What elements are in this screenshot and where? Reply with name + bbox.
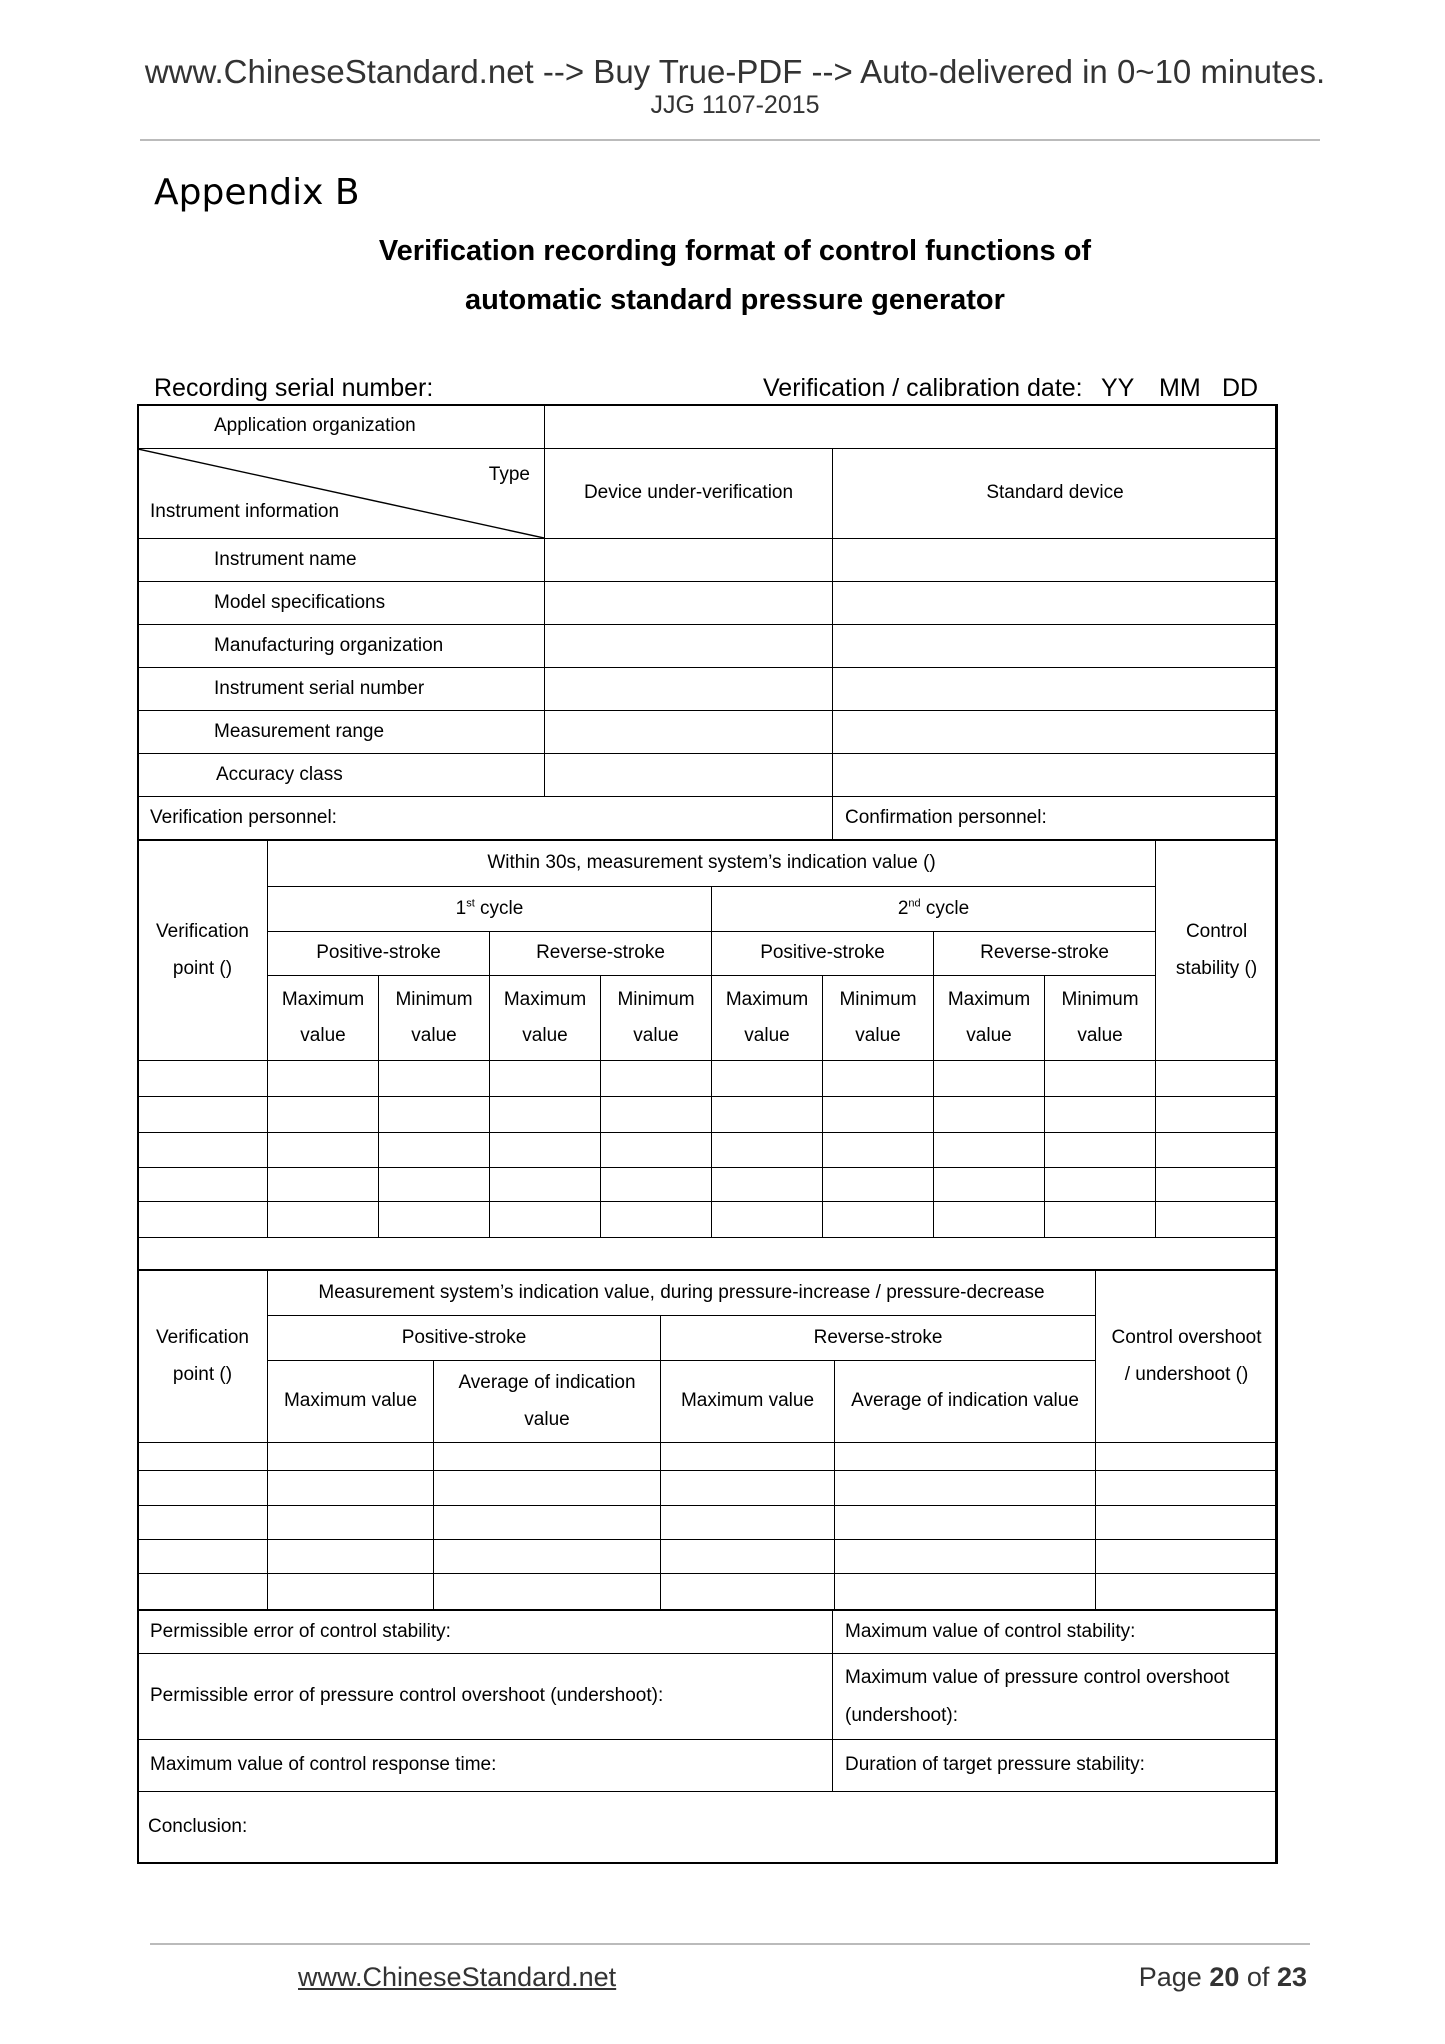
value-word: value <box>966 1025 1012 1046</box>
verification-date-label: Verification / calibration date: <box>763 374 1083 402</box>
permissible-overshoot-error: Permissible error of pressure control overshoot (undershoot): <box>138 1654 833 1740</box>
value-word: value <box>522 1025 568 1046</box>
maximum-value-header <box>268 976 379 1061</box>
date-mm: MM <box>1159 374 1201 402</box>
current-page: 20 <box>1209 1962 1240 1992</box>
cs-line1: Control <box>1185 921 1248 943</box>
min-word: Minimum <box>1061 988 1139 1010</box>
value-word: value <box>1077 1025 1123 1046</box>
max-overshoot-line2: (undershoot): <box>845 1704 959 1726</box>
type-header-cell <box>138 449 545 539</box>
table-row <box>138 1097 1278 1133</box>
std-cell[interactable] <box>833 754 1278 797</box>
maximum-value-header <box>934 976 1045 1061</box>
instrument-info-label: Instrument information <box>150 500 340 522</box>
verification-personnel: Verification personnel: <box>138 797 833 840</box>
table-row <box>138 1443 1278 1471</box>
control-stability-table <box>137 840 1278 1270</box>
confirmation-personnel: Confirmation personnel: <box>833 797 1278 840</box>
std-cell[interactable] <box>833 625 1278 668</box>
average-indication-header: Average of indication value <box>835 1361 1096 1443</box>
info-row-label: Instrument serial number <box>138 668 545 711</box>
table-row <box>138 1168 1278 1202</box>
standard-device-header: Standard device <box>833 449 1278 539</box>
first-cycle-header <box>268 887 712 932</box>
dut-cell[interactable] <box>545 754 833 797</box>
std-cell[interactable] <box>833 539 1278 582</box>
co-line1: Control overshoot <box>1111 1327 1262 1349</box>
table-row <box>138 1506 1278 1540</box>
dut-cell[interactable] <box>545 539 833 582</box>
table-row <box>138 1133 1278 1168</box>
value-word: value <box>855 1025 901 1046</box>
std-cell[interactable] <box>833 668 1278 711</box>
overshoot-header: Measurement system’s indication value, during pressure-increase / pressure-decrease <box>268 1271 1096 1316</box>
cs-line2: stability () <box>1175 957 1258 979</box>
summary-table <box>137 1610 1278 1864</box>
vp-line2: point () <box>172 957 233 979</box>
control-overshoot-header <box>1096 1271 1278 1443</box>
target-pressure-duration: Duration of target pressure stability: <box>833 1740 1278 1792</box>
max-word: Maximum <box>947 988 1031 1010</box>
average-indication-header <box>434 1361 661 1443</box>
minimum-value-header <box>1045 976 1156 1061</box>
page-title-line2: automatic standard pressure generator <box>465 284 1005 316</box>
application-org-label: Application organization <box>138 405 545 449</box>
page-title-line1: Verification recording format of control functions of <box>378 235 1092 267</box>
info-row-label: Measurement range <box>138 711 545 754</box>
cycle-suffix: st <box>466 897 475 910</box>
application-org-value[interactable] <box>545 405 1278 449</box>
dut-cell[interactable] <box>545 625 833 668</box>
max-response-time: Maximum value of control response time: <box>138 1740 833 1792</box>
positive-stroke-header: Positive-stroke <box>712 932 934 976</box>
cycle-number: 2 <box>897 897 909 919</box>
max-control-stability: Maximum value of control stability: <box>833 1611 1278 1654</box>
table-row <box>138 1540 1278 1574</box>
verification-point-header <box>138 841 268 1061</box>
table-row <box>138 1574 1278 1610</box>
maximum-value-header <box>712 976 823 1061</box>
table-row <box>138 1471 1278 1506</box>
footer-divider <box>150 1943 1310 1945</box>
table-row <box>138 1061 1278 1097</box>
value-word: value <box>411 1025 457 1046</box>
cycle-word: cycle <box>920 897 970 919</box>
minimum-value-header <box>601 976 712 1061</box>
standard-number: JJG 1107-2015 <box>650 91 820 119</box>
info-row-label: Accuracy class <box>138 754 545 797</box>
max-word: Maximum <box>725 988 809 1010</box>
spacer-row <box>138 1238 1278 1270</box>
type-label: Type <box>488 464 530 485</box>
reverse-stroke-header: Reverse-stroke <box>661 1316 1096 1361</box>
avg-line1: Average of indication <box>458 1372 636 1394</box>
table-row <box>138 1202 1278 1238</box>
dut-cell[interactable] <box>545 711 833 754</box>
min-word: Minimum <box>395 988 473 1010</box>
value-word: value <box>744 1025 790 1046</box>
cycle-suffix: nd <box>908 897 921 910</box>
control-stability-header <box>1156 841 1278 1061</box>
max-word: Maximum <box>503 988 587 1010</box>
dut-cell[interactable] <box>545 668 833 711</box>
vp-line1: Verification <box>156 1327 249 1349</box>
max-overshoot <box>833 1654 1278 1740</box>
date-dd: DD <box>1222 374 1259 402</box>
std-cell[interactable] <box>833 582 1278 625</box>
positive-stroke-header: Positive-stroke <box>268 932 490 976</box>
std-cell[interactable] <box>833 711 1278 754</box>
conclusion: Conclusion: <box>138 1792 1278 1864</box>
max-word: Maximum <box>281 988 365 1010</box>
stability-header: Within 30s, measurement system’s indication value () <box>268 841 1156 887</box>
minimum-value-header <box>379 976 490 1061</box>
maximum-value-header <box>490 976 601 1061</box>
info-row-label: Instrument name <box>138 539 545 582</box>
of-word: of <box>1246 1962 1270 1992</box>
permissible-stability-error: Permissible error of control stability: <box>138 1611 833 1654</box>
device-under-verification-header: Device under-verification <box>545 449 833 539</box>
appendix-label: Appendix B <box>154 172 360 213</box>
control-overshoot-table <box>137 1270 1278 1610</box>
co-line2: / undershoot () <box>1124 1363 1249 1385</box>
recording-serial-label: Recording serial number: <box>154 374 434 402</box>
max-overshoot-line1: Maximum value of pressure control overshoot <box>845 1667 1230 1689</box>
min-word: Minimum <box>617 988 695 1010</box>
minimum-value-header <box>823 976 934 1061</box>
verification-point-header <box>138 1271 268 1443</box>
banner-text: www.ChineseStandard.net --> Buy True-PDF --> Auto-delivered in 0~10 minutes. <box>144 53 1326 90</box>
page-word: Page <box>1138 1962 1202 1992</box>
value-word: value <box>300 1025 346 1046</box>
reverse-stroke-header: Reverse-stroke <box>490 932 712 976</box>
date-yy: YY <box>1101 374 1135 402</box>
cycle-number: 1 <box>455 897 467 919</box>
value-word: value <box>633 1025 679 1046</box>
info-row-label: Model specifications <box>138 582 545 625</box>
footer-link[interactable]: www.ChineseStandard.net <box>298 1962 617 1992</box>
second-cycle-header <box>712 887 1156 932</box>
vp-line1: Verification <box>156 921 249 943</box>
cycle-word: cycle <box>474 897 524 919</box>
maximum-value-header: Maximum value <box>661 1361 835 1443</box>
info-row-label: Manufacturing organization <box>138 625 545 668</box>
page-number <box>1139 1962 1307 1993</box>
avg-line2: value <box>524 1408 570 1430</box>
instrument-info-table <box>137 404 1278 840</box>
maximum-value-header: Maximum value <box>268 1361 434 1443</box>
total-pages: 23 <box>1276 1962 1307 1992</box>
min-word: Minimum <box>839 988 917 1010</box>
record-form <box>137 404 1277 1863</box>
header-divider <box>140 139 1320 141</box>
dut-cell[interactable] <box>545 582 833 625</box>
reverse-stroke-header: Reverse-stroke <box>934 932 1156 976</box>
vp-line2: point () <box>172 1363 233 1385</box>
positive-stroke-header: Positive-stroke <box>268 1316 661 1361</box>
